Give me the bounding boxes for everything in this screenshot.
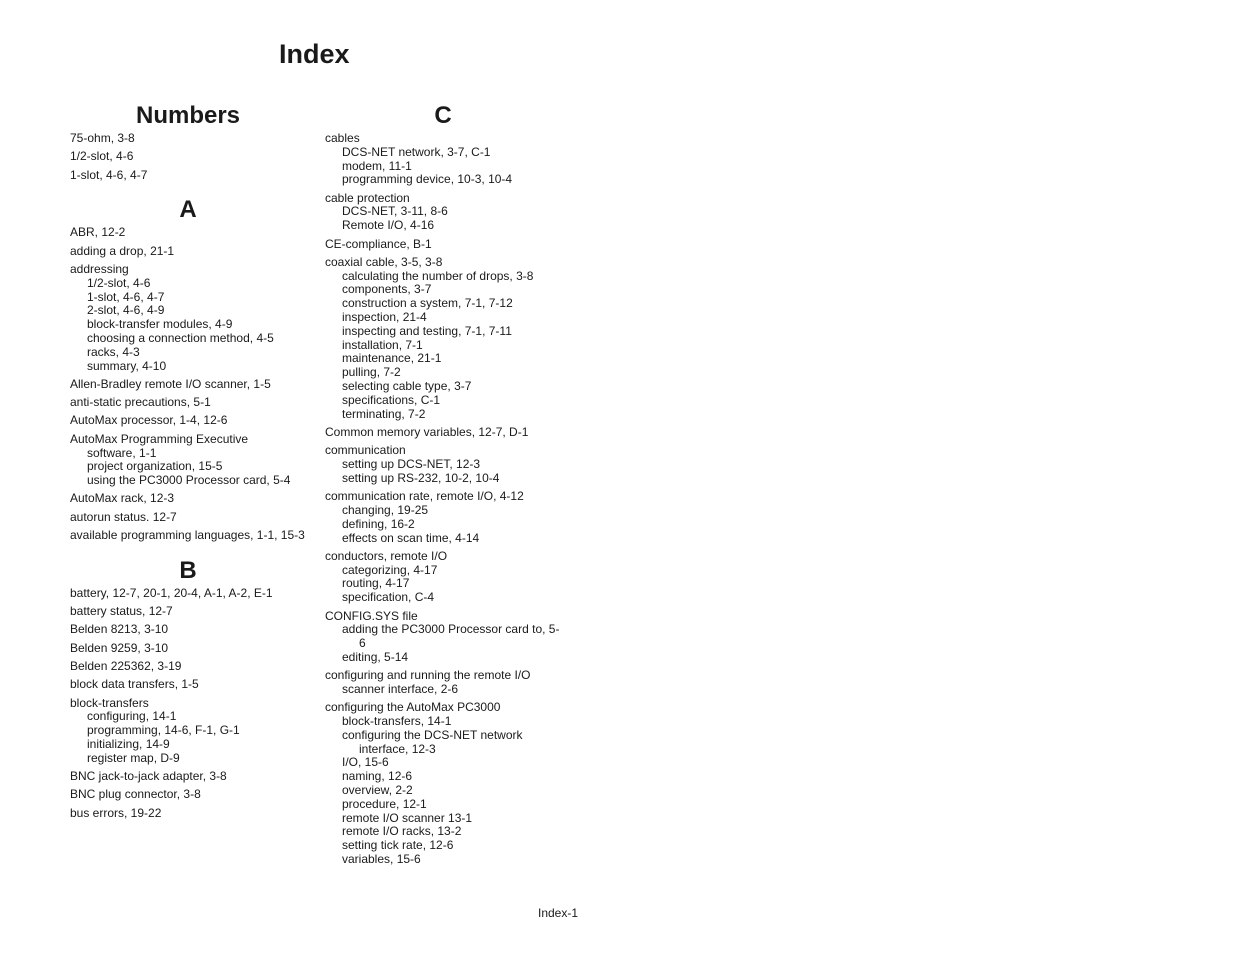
index-subterm: register map, D-9 xyxy=(87,750,180,765)
index-term: battery, 12-7, 20-1, 20-4, A-1, A-2, E-1 xyxy=(70,585,273,600)
index-section xyxy=(70,555,306,821)
index-column-left xyxy=(70,100,306,825)
index-term: Allen-Bradley remote I/O scanner, 1-5 xyxy=(70,376,271,391)
index-entry xyxy=(70,587,306,601)
index-subterm: remote I/O racks, 13-2 xyxy=(342,824,462,839)
index-term: conductors, remote I/O xyxy=(325,548,448,563)
index-entry xyxy=(325,550,561,605)
index-entry xyxy=(70,226,306,240)
index-term: cable protection xyxy=(325,190,410,205)
index-subterm: inspecting and testing, 7-1, 7-11 xyxy=(342,323,512,338)
index-subterm: construction a system, 7-1, 7-12 xyxy=(342,296,513,311)
index-term: anti-static precautions, 5-1 xyxy=(70,395,211,410)
page-title: Index xyxy=(279,39,350,69)
section-heading: A xyxy=(179,196,197,224)
index-term: Common memory variables, 12-7, D-1 xyxy=(325,424,529,439)
index-subterm: racks, 4-3 xyxy=(87,344,140,359)
index-subterm: modem, 11-1 xyxy=(342,158,412,173)
index-entry xyxy=(70,660,306,674)
index-term: battery status, 12-7 xyxy=(70,604,173,619)
index-term: block data transfers, 1-5 xyxy=(70,677,199,692)
index-subterm: specifications, C-1 xyxy=(342,392,441,407)
index-term: block-transfers xyxy=(70,695,149,710)
index-entry xyxy=(70,642,306,656)
index-term: coaxial cable, 3-5, 3-8 xyxy=(325,254,443,269)
index-term: AutoMax Programming Executive xyxy=(70,431,249,446)
index-entry xyxy=(70,378,306,392)
index-term: communication xyxy=(325,443,406,458)
index-term: configuring the AutoMax PC3000 xyxy=(325,700,501,715)
index-entry xyxy=(325,669,561,697)
index-term: adding a drop, 21-1 xyxy=(70,243,175,258)
index-entry xyxy=(325,192,561,233)
index-subterm: setting tick rate, 12-6 xyxy=(342,838,454,853)
index-term: cables xyxy=(325,131,360,145)
index-term: Belden 8213, 3-10 xyxy=(70,622,169,637)
index-subterm: effects on scan time, 4-14 xyxy=(342,530,480,545)
index-subterm: block-transfer modules, 4-9 xyxy=(87,317,233,332)
index-entry xyxy=(70,807,306,821)
index-term: autorun status. 12-7 xyxy=(70,509,177,524)
index-subterm: inspection, 21-4 xyxy=(342,310,427,325)
index-subterm: configuring, 14-1 xyxy=(87,709,177,724)
page-number-footer: Index-1 xyxy=(538,906,579,920)
index-subterm: summary, 4-10 xyxy=(87,358,167,373)
index-subterm: I/O, 15-6 xyxy=(342,755,389,770)
index-subterm: calculating the number of drops, 3-8 xyxy=(342,268,534,283)
index-entry xyxy=(70,605,306,619)
section-heading: B xyxy=(179,556,197,584)
index-entry xyxy=(70,678,306,692)
index-subterm: defining, 16-2 xyxy=(342,516,415,531)
index-subterm: programming device, 10-3, 10-4 xyxy=(342,172,513,187)
index-subterm: overview, 2-2 xyxy=(342,783,413,798)
index-subterm: software, 1-1 xyxy=(87,445,157,460)
index-entry xyxy=(70,623,306,637)
index-subterm: naming, 12-6 xyxy=(342,769,413,784)
index-entry xyxy=(70,529,306,543)
index-term: AutoMax rack, 12-3 xyxy=(70,491,175,506)
index-subterm: procedure, 12-1 xyxy=(342,796,427,811)
index-entry xyxy=(70,697,306,766)
index-subterm: maintenance, 21-1 xyxy=(342,351,442,366)
index-entry xyxy=(70,788,306,802)
index-subterm: changing, 19-25 xyxy=(342,502,429,517)
index-column-right xyxy=(325,100,561,871)
index-subterm: DCS-NET, 3-11, 8-6 xyxy=(342,204,448,219)
index-subterm: 1-slot, 4-6, 4-7 xyxy=(87,289,165,304)
index-subterm: block-transfers, 14-1 xyxy=(342,714,452,729)
index-term: AutoMax processor, 1-4, 12-6 xyxy=(70,413,228,428)
index-subterm: terminating, 7-2 xyxy=(342,406,426,421)
index-subterm: remote I/O scanner 13-1 xyxy=(342,810,473,825)
index-entry xyxy=(325,132,561,187)
index-subterm: pulling, 7-2 xyxy=(342,365,401,380)
index-subterm: specification, C-4 xyxy=(342,590,435,605)
index-section xyxy=(70,100,306,182)
index-entry xyxy=(70,169,306,183)
index-entry xyxy=(70,263,306,373)
index-term: configuring and running the remote I/O scanner interface, 2-6 xyxy=(325,668,531,696)
index-subterm: variables, 15-6 xyxy=(342,852,421,867)
index-subterm: setting up RS-232, 10-2, 10-4 xyxy=(342,470,500,485)
index-entry xyxy=(70,132,306,146)
index-subterm: programming, 14-6, F-1, G-1 xyxy=(87,723,240,738)
index-term: 75-ohm, 3-8 xyxy=(70,131,135,145)
index-term: BNC jack-to-jack adapter, 3-8 xyxy=(70,769,227,784)
index-entry xyxy=(70,245,306,259)
index-term: BNC plug connector, 3-8 xyxy=(70,787,201,802)
index-entry xyxy=(325,490,561,545)
index-entry xyxy=(325,256,561,422)
index-entry xyxy=(70,492,306,506)
index-entry xyxy=(70,414,306,428)
index-entry xyxy=(325,444,561,485)
index-entry xyxy=(325,610,561,665)
index-subterm: Remote I/O, 4-16 xyxy=(342,218,435,233)
index-term: available programming languages, 1-1, 15-3 xyxy=(70,528,305,543)
index-term: CONFIG.SYS file xyxy=(325,608,418,623)
index-subterm: adding the PC3000 Processor card to, 5-6 xyxy=(342,622,560,651)
index-term: bus errors, 19-22 xyxy=(70,805,162,820)
index-entry xyxy=(70,770,306,784)
index-entry xyxy=(70,396,306,410)
index-subterm: routing, 4-17 xyxy=(342,576,410,591)
index-subterm: installation, 7-1 xyxy=(342,337,423,352)
index-entry xyxy=(325,701,561,867)
index-term: Belden 225362, 3-19 xyxy=(70,659,182,674)
index-term: 1/2-slot, 4-6 xyxy=(70,149,134,164)
index-subterm: 2-slot, 4-6, 4-9 xyxy=(87,303,165,318)
index-subterm: DCS-NET network, 3-7, C-1 xyxy=(342,144,491,159)
index-term: ABR, 12-2 xyxy=(70,225,126,240)
index-subterm: 1/2-slot, 4-6 xyxy=(87,275,151,290)
index-subterm: categorizing, 4-17 xyxy=(342,562,438,577)
section-heading: Numbers xyxy=(135,102,241,129)
index-entry xyxy=(70,433,306,488)
index-entry xyxy=(70,511,306,525)
index-subterm: editing, 5-14 xyxy=(342,649,409,664)
index-entry xyxy=(70,150,306,164)
index-entry xyxy=(325,426,561,440)
index-subterm: setting up DCS-NET, 12-3 xyxy=(342,457,481,472)
index-subterm: initializing, 14-9 xyxy=(87,737,170,751)
index-term: 1-slot, 4-6, 4-7 xyxy=(70,167,148,182)
section-heading: C xyxy=(434,102,452,129)
index-section xyxy=(70,194,306,542)
index-term: CE-compliance, B-1 xyxy=(325,236,432,251)
index-subterm: configuring the DCS-NET network interface, 12-3 xyxy=(342,727,523,756)
index-subterm: components, 3-7 xyxy=(342,282,432,297)
index-entry xyxy=(325,238,561,252)
index-term: Belden 9259, 3-10 xyxy=(70,640,169,655)
index-subterm: using the PC3000 Processor card, 5-4 xyxy=(87,473,291,488)
index-subterm: choosing a connection method, 4-5 xyxy=(87,330,274,345)
index-subterm: selecting cable type, 3-7 xyxy=(342,379,472,394)
index-subterm: project organization, 15-5 xyxy=(87,459,223,474)
index-term: communication rate, remote I/O, 4-12 xyxy=(325,489,524,504)
index-term: addressing xyxy=(70,261,129,276)
index-section xyxy=(325,100,561,867)
